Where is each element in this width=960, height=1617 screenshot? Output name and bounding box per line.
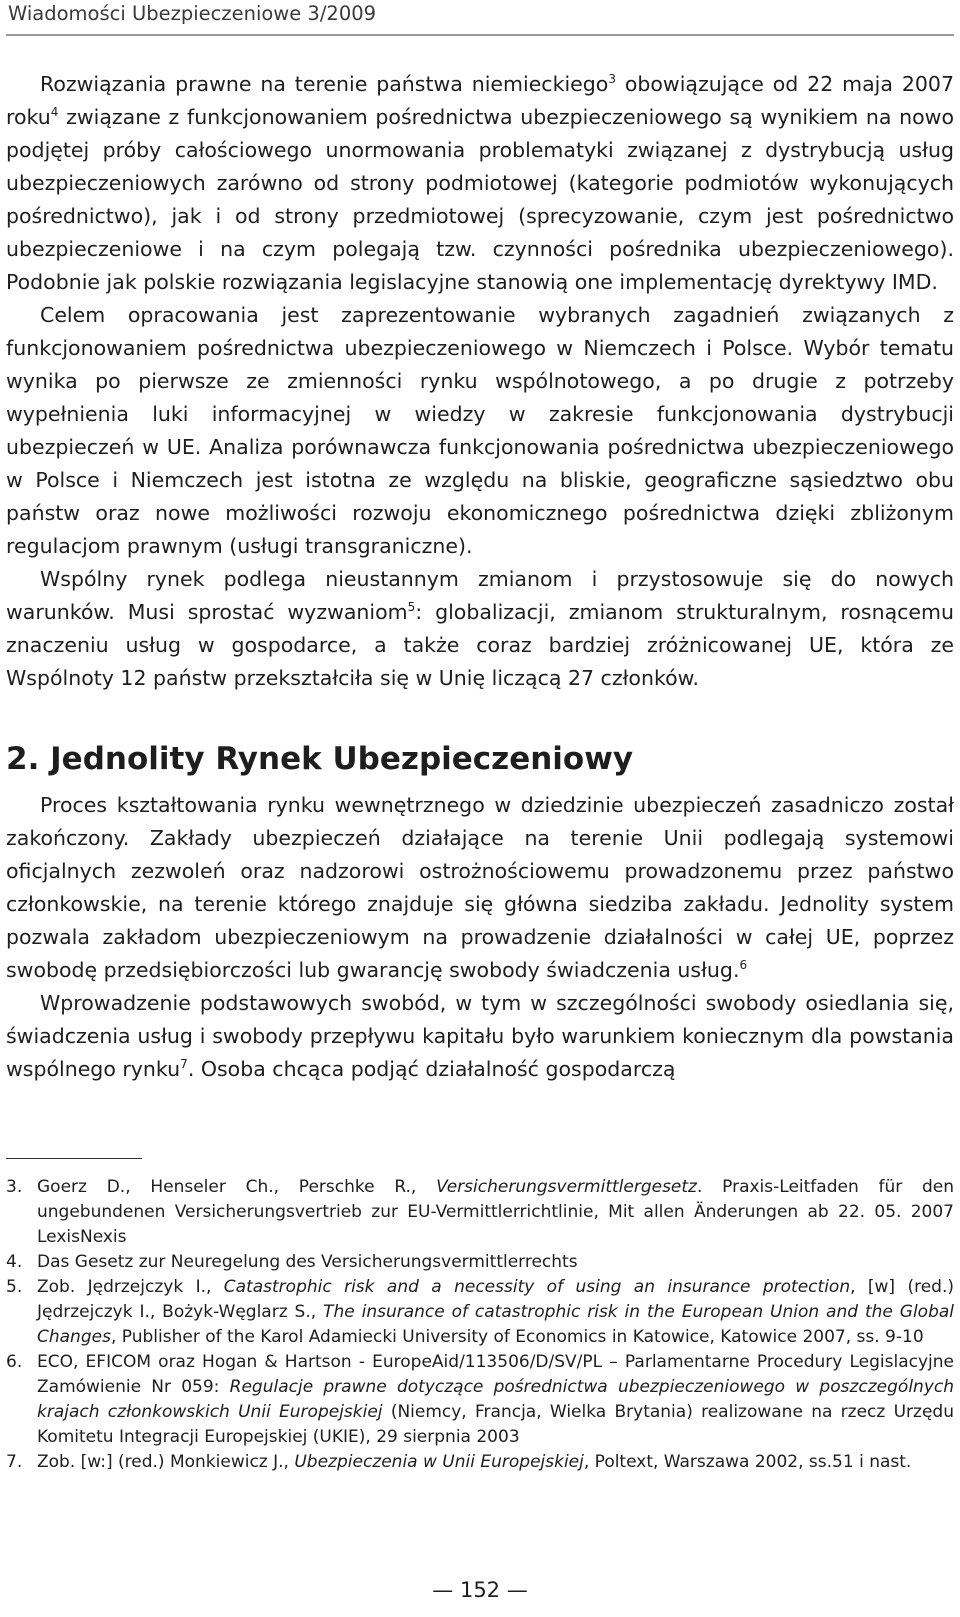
footnote-ref-7[interactable]: 7 [180, 1057, 188, 1071]
paragraph-3 [6, 563, 954, 695]
paragraph-1 [6, 68, 954, 299]
footnote-number: 7. [6, 1452, 23, 1472]
footnote-number: 6. [6, 1352, 23, 1372]
paragraph-4 [6, 789, 954, 987]
footnote-item [6, 1275, 954, 1350]
paragraph-3-text-a: Wspólny rynek podlega nieustannym zmianom i przystosowuje się do nowych warunków. Musi sprostać wyzwaniom [6, 567, 954, 624]
footnote-number: 5. [6, 1277, 23, 1297]
page-number: — 152 — [432, 1578, 528, 1602]
section-spacer [6, 695, 954, 737]
footnote-text: Zob. Jędrzejczyk I., Catastrophic risk and a necessity of using an insurance protection, [w] (red.) Jędrzejczyk I., Bożyk-Węglarz S., The insurance of catastrophic risk in the European Union and the Global Changes, Publisher of the Karol Adamiecki University of Economics in Katowice, Katowice 2007, ss. 9-10 [37, 1277, 954, 1347]
footnote-item [6, 1450, 954, 1475]
footnote-ref-3[interactable]: 3 [608, 72, 616, 86]
journal-title: Wiadomości Ubezpieczeniowe 3/2009 [8, 2, 377, 25]
paragraph-5-text-a: Wprowadzenie podstawowych swobód, w tym w szczególności swobody osiedlania się, świadczenia usług i swobody przepływu kapitału było warunkiem koniecznym dla powstania wspólnego rynku [6, 991, 954, 1081]
footnote-text: ECO, EFICOM oraz Hogan & Hartson - EuropeAid/113506/D/SV/PL – Parlamentarne Procedury Legislacyjne Zamówienie Nr 059: Regulacje prawne dotyczące pośrednictwa ubezpieczeniowego w poszczególnych krajach członkowskich Unii Europejskiej (Niemcy, Francja, Wielka Brytania) realizowane na rzecz Urzędu Komitetu Integracji Europejskiej (UKIE), 29 sierpnia 2003 [37, 1352, 954, 1447]
footnote-text: Goerz D., Henseler Ch., Perschke R., Versicherungsvermittlergesetz. Praxis-Leitfaden für den ungebundenen Versicherungsvertrieb zur EU-Vermittlerrichtlinie, Mit allen Änderungen ab 22. 05. 2007 LexisNexis [37, 1177, 954, 1247]
footnote-ref-6[interactable]: 6 [739, 958, 748, 972]
paragraph-1-text-b: obowiązujące od 22 maja 2007 roku [6, 72, 954, 129]
paragraph-3-text-b: : globalizacji, zmianom strukturalnym, rosnącemu znaczeniu usług w gospodarce, a także coraz bardziej zróżnicowanej UE, która ze Wspólnoty 12 państw przekształciła się w Unię liczącą 27 członków. [6, 600, 954, 690]
footnote-item [6, 1250, 954, 1275]
footnote-number: 3. [6, 1177, 23, 1197]
running-header [6, 0, 954, 36]
paragraph-4-text-a: Proces kształtowania rynku wewnętrznego w dziedzinie ubezpieczeń zasadniczo został zakończony. Zakłady ubezpieczeń działające na terenie Unii podlegają systemowi oficjalnych zezwoleń oraz nadzorowi ostrożnościowemu prowadzonemu przez państwo członkowskie, na terenie którego znajduje się główna siedziba zakładu. Jednolity system pozwala zakładom ubezpieczeniowym na prowadzenie działalności w całej UE, poprzez swobodę przedsiębiorczości lub gwarancję swobody świadczenia usług. [6, 793, 954, 982]
footnote-text: Das Gesetz zur Neuregelung des Versicherungsvermittlerrechts [37, 1252, 578, 1272]
footnote-ref-4[interactable]: 4 [50, 105, 59, 119]
paragraph-1-text-c: związane z funkcjonowaniem pośrednictwa ubezpieczeniowego są wynikiem na nowo podjętej próby całościowego unormowania problematyki związanej z dystrybucją usług ubezpieczeniowych zarówno od strony podmiotowej (kategorie podmiotów wykonujących pośrednictwo), jak i od strony przedmiotowej (sprecyzowanie, czym jest pośrednictwo ubezpieczeniowe i na czym polegają tzw. czynności pośrednika ubezpieczeniowego). Podobnie jak polskie rozwiązania legislacyjne stanowią one implementację dyrektywy IMD. [6, 105, 954, 294]
paragraph-1-text-a: Rozwiązania prawne na terenie państwa niemieckiego [40, 72, 609, 96]
footnote-item [6, 1350, 954, 1450]
footnotes-list [6, 1175, 954, 1475]
footnote-text: Zob. [w:] (red.) Monkiewicz J., Ubezpieczenia w Unii Europejskiej, Poltext, Warszawa 2002, ss.51 i nast. [37, 1452, 912, 1472]
footnote-item [6, 1175, 954, 1250]
section-heading: 2. Jednolity Rynek Ubezpieczeniowy [6, 741, 634, 777]
paragraph-2: Celem opracowania jest zaprezentowanie wybranych zagadnień związanych z funkcjonowaniem pośrednictwa ubezpieczeniowego w Niemczech i Polsce. Wybór tematu wynika po pierwsze ze zmienności rynku wspólnotowego, a po drugie z potrzeby wypełnienia luki informacyjnej w wiedzy w zakresie funkcjonowania dystrybucji ubezpieczeń w UE. Analiza porównawcza funkcjonowania pośrednictwa ubezpieczeniowego w Polsce i Niemczech jest istotna ze względu na bliskie, geograficzne sąsiedztwo obu państw oraz nowe możliwości rozwoju ekonomicznego pośrednictwa dzięki zbliżonym regulacjom prawnym (usługi transgraniczne). [6, 303, 954, 558]
footnote-number: 4. [6, 1252, 23, 1272]
footnote-ref-5[interactable]: 5 [407, 600, 416, 614]
paragraph-5-text-b: . Osoba chcąca podjąć działalność gospodarczą [187, 1057, 676, 1081]
article-body [6, 68, 954, 1086]
footnote-separator [6, 1158, 142, 1159]
paragraph-5 [6, 987, 954, 1086]
